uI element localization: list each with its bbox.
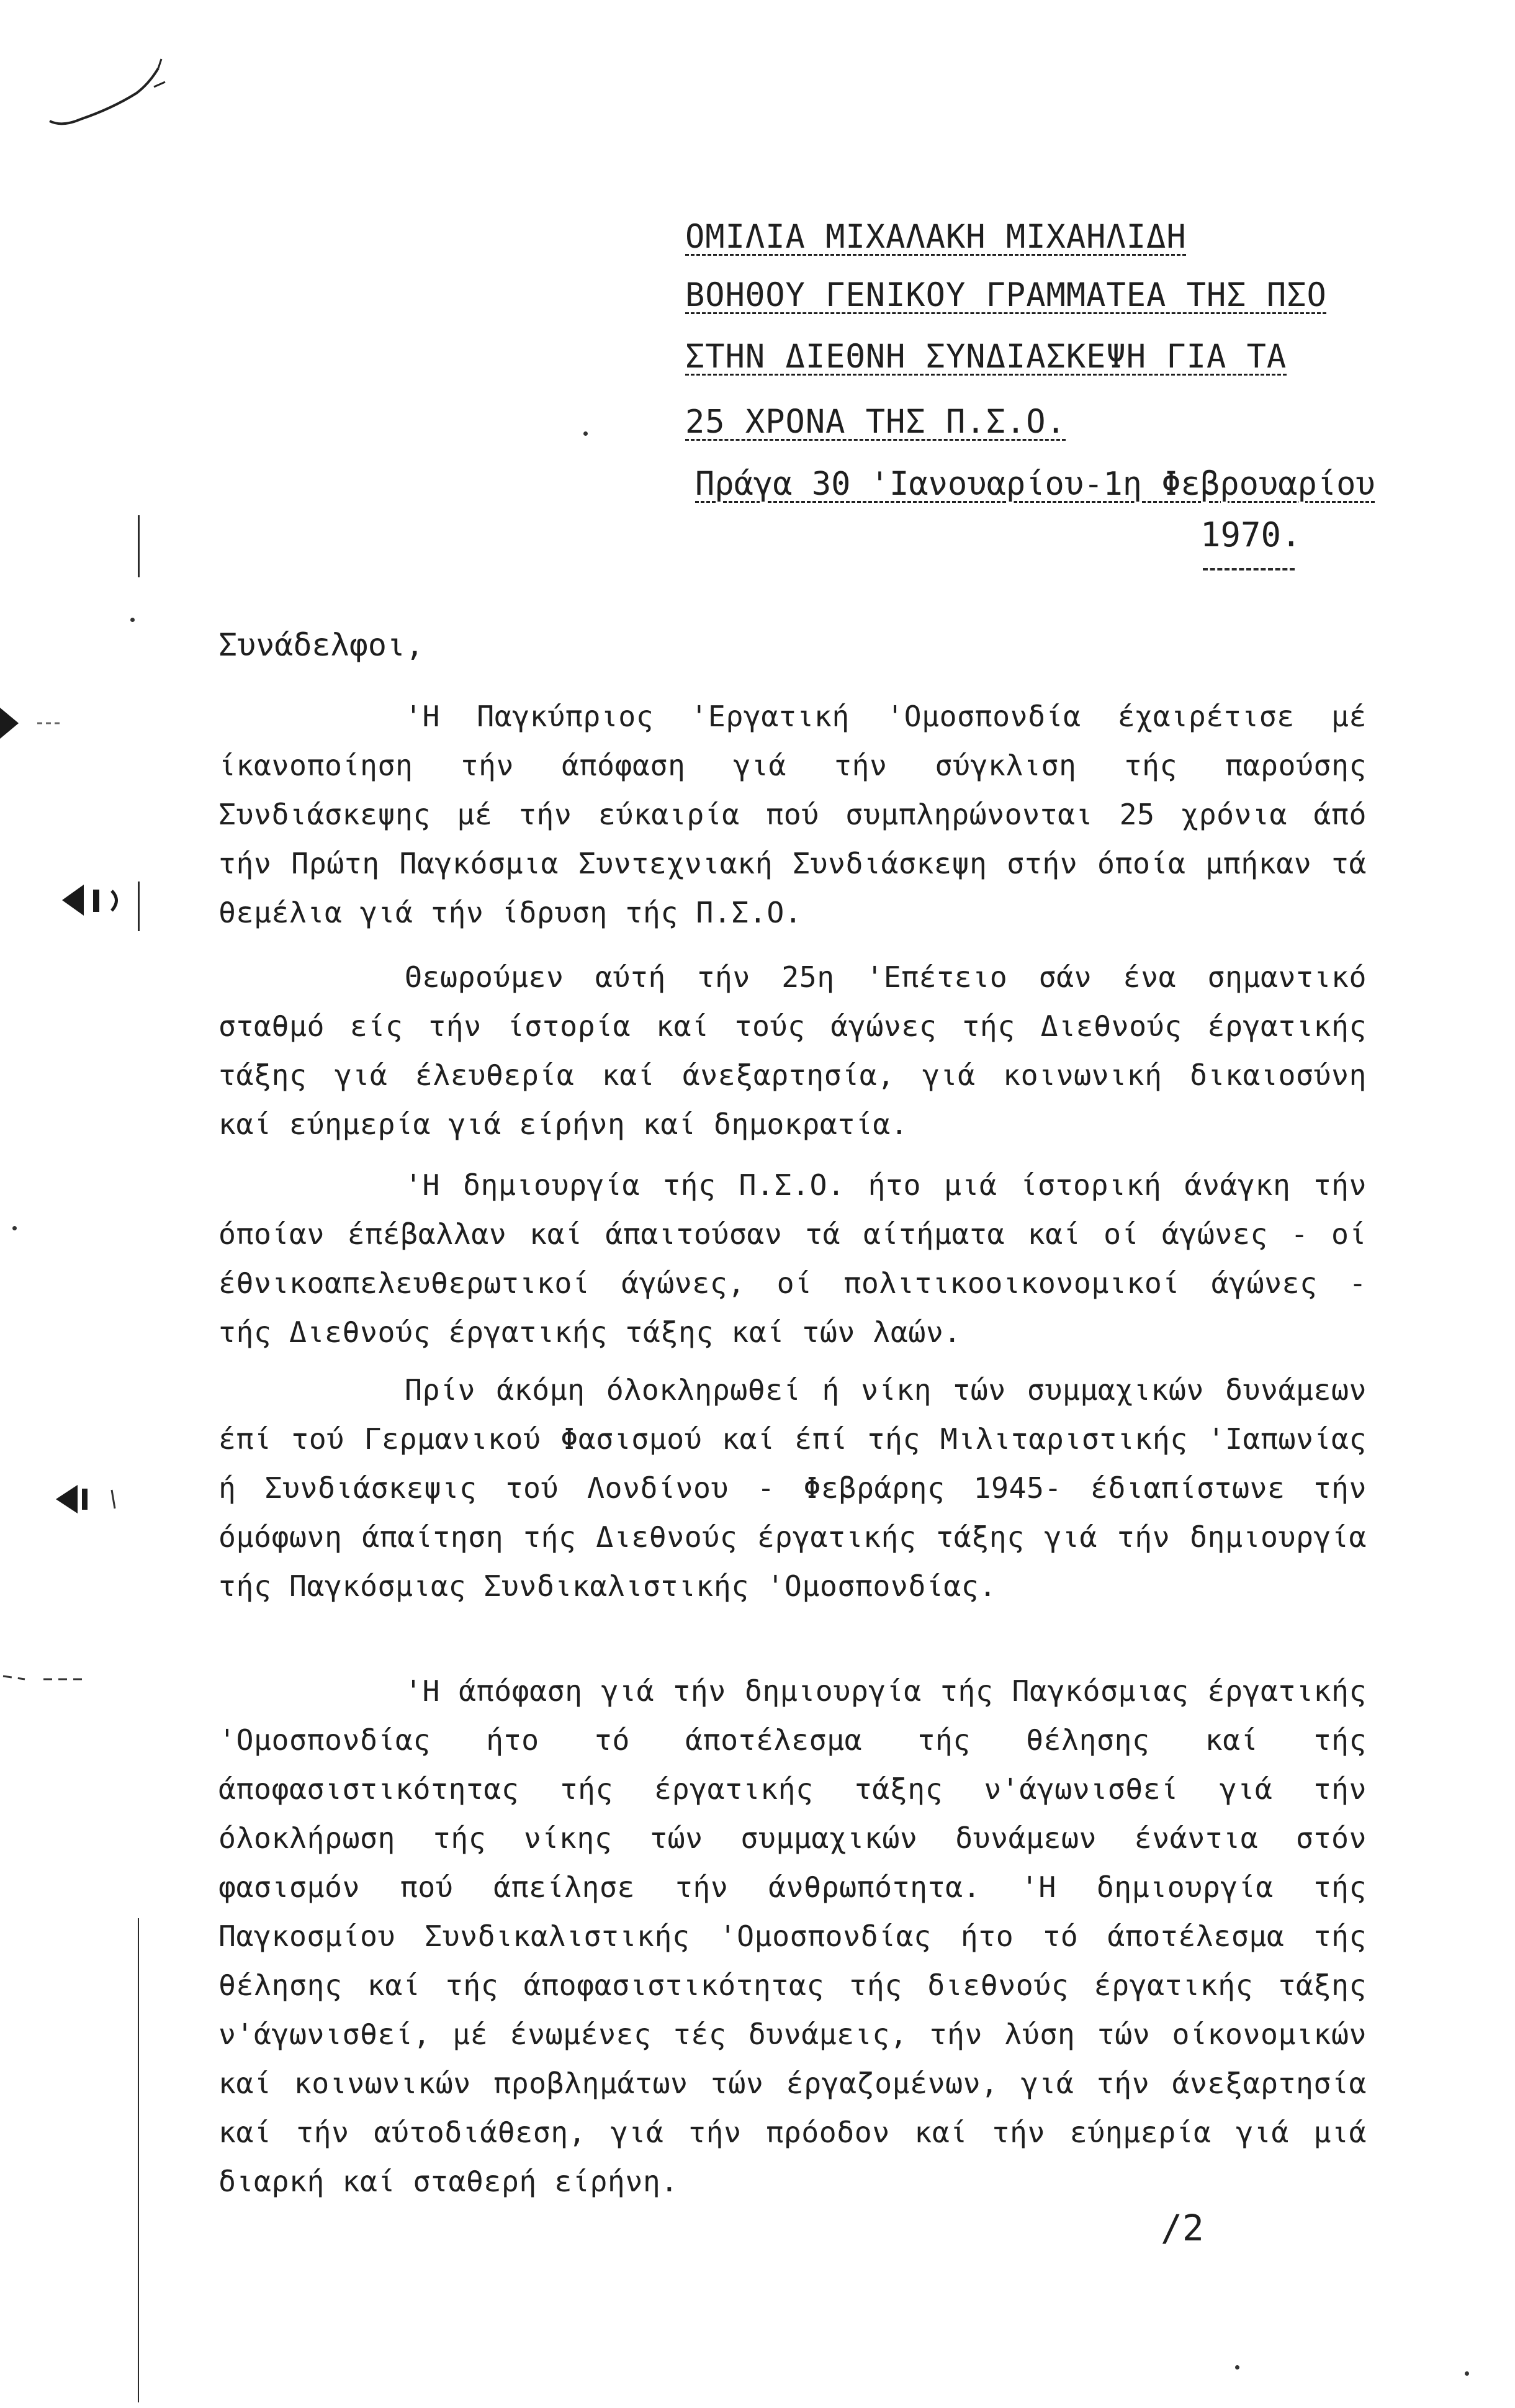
scan-speck — [12, 1226, 17, 1230]
paragraph: 'Η Παγκύπριος 'Εργατική 'Ομοσπονδία έχαιρέτισε μέ ίκανοποίηση τήν άπόφαση γιά τήν σύγκλιση τής παρούσης Συνδιάσκεψης μέ τήν εύκαιρία πού συμπληρώνονται 25 χρόνια άπό τήν Πρώτη Παγκόσμια Συντεχνιακή Συνδιάσκεψη στήν όποία μπήκαν τά θεμέλια γιά τήν ίδρυση τής Π.Σ.Ο. — [218, 700, 1367, 929]
margin-rule — [138, 515, 140, 577]
binder-hole-mark — [0, 701, 68, 751]
greeting: Συνάδελφοι, — [218, 627, 425, 663]
year-rule — [1203, 568, 1295, 570]
margin-rule — [138, 882, 140, 931]
margin-rule — [138, 1918, 139, 2402]
paragraph: 'Η δημιουργία τής Π.Σ.Ο. ήτο μιά ίστορική άνάγκη τήν όποίαν έπέβαλλαν καί άπαιτούσαν τά αίτήματα καί οί άγώνες - οί έθνικοαπελευθερωτικοί άγώνες, οί πολιτικοοικονομικοί άγώνες - τής Διεθνούς έργατικής τάξης καί τών λαών. — [218, 1168, 1367, 1349]
header-line: 25 ΧΡΟΝΑ ΤΗΣ Π.Σ.Ο. — [685, 404, 1066, 441]
binder-hole-mark — [50, 878, 130, 922]
margin-dash-mark — [0, 1670, 124, 1689]
paragraph: Πρίν άκόμη όλοκληρωθεί ή νίκη τών συμμαχικών δυνάμεων έπί τού Γερμανικού Φασισμού καί έπί τής Μιλιταριστικής 'Ιαπωνίας ή Συνδιάσκεψις τού Λονδίνου - Φεβράρης 1945- έδιαπίστωνε τήν όμόφωνη άπαίτηση τής Διεθνούς έργατικής τάξης γιά τήν δημιουργία τής Παγκόσμιας Συνδικαλιστικής 'Ομοσπονδίας. — [218, 1373, 1367, 1603]
paragraph: 'Η άπόφαση γιά τήν δημιουργία τής Παγκόσμιας έργατικής 'Ομοσπονδίας ήτο τό άποτέλεσμα τής θέλησης καί τής άποφασιστικότητας τής έργατικής τάξης ν'άγωνισθεί γιά τήν όλοκλήρωση τής νίκης τών συμμαχικών δυνάμεων ένάντια στόν φασισμόν πού άπείλησε τήν άνθρωπότητα. 'Η δημιουργία τής Παγκοσμίου Συνδικαλιστικής 'Ομοσπονδίας ήτο τό άποτέλεσμα τής θέλησης καί τής άποφασιστικότητας τής διεθνούς έργατικής τάξης ν'άγωνισθεί, μέ ένωμένες τές δυνάμεις, τήν λύση τών οίκονομικών καί κοινωνικών προβλημάτων τών έργαζομένων, γιά τήν άνεξαρτησία καί τήν αύτοδιάθεση, γιά τήν πρόοδον καί τήν εύημερία γιά μιά διαρκή καί σταθερή είρήνη. — [218, 1674, 1367, 2198]
scan-speck — [583, 431, 588, 436]
margin-scribble-mark — [43, 50, 168, 143]
scan-speck — [1465, 2371, 1469, 2376]
scan-speck — [1235, 2365, 1239, 2370]
year: 1970. — [1200, 515, 1301, 554]
header-line: ΒΟΗΘΟΥ ΓΕΝΙΚΟΥ ΓΡΑΜΜΑΤΕΑ ΤΗΣ ΠΣΟ — [685, 277, 1327, 314]
scan-speck — [130, 618, 135, 622]
page-continuation-marker: /2 — [1161, 2207, 1204, 2249]
header-line: ΟΜΙΛΙΑ ΜΙΧΑΛΑΚΗ ΜΙΧΑΗΛΙΔΗ — [685, 219, 1187, 256]
place-date: Πράγα 30 'Ιανουαρίου-1η Φεβρουαρίου — [695, 466, 1375, 503]
header-line: ΣΤΗΝ ΔΙΕΘΝΗ ΣΥΝΔΙΑΣΚΕΨΗ ΓΙΑ ΤΑ — [685, 338, 1287, 376]
binder-hole-mark — [43, 1477, 130, 1521]
paragraph: Θεωρούμεν αύτή τήν 25η 'Επέτειο σάν ένα σημαντικό σταθμό είς τήν ίστορία καί τούς άγώνες τής Διεθνούς έργατικής τάξης γιά έλευθερία καί άνεξαρτησία, γιά κοινωνική δικαιοσύνη καί εύημερία γιά είρήνη καί δημοκρατία. — [218, 960, 1367, 1141]
